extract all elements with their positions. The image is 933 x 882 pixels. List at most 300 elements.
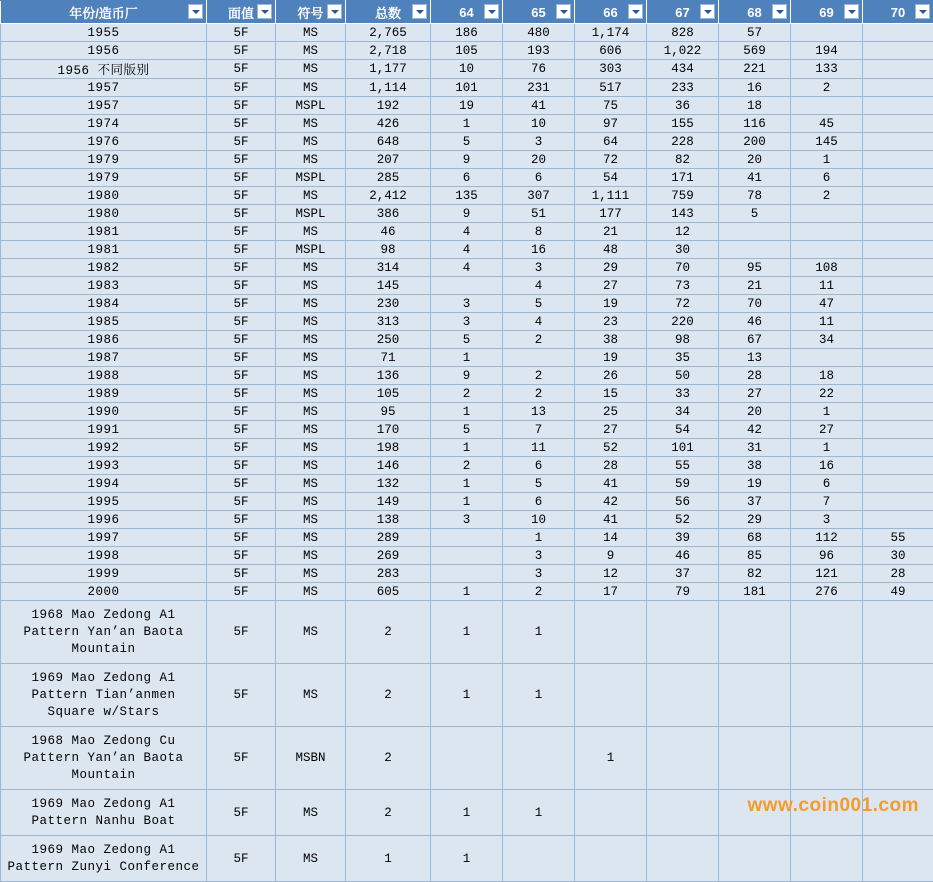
cell-symbol[interactable]: MS	[276, 493, 346, 511]
cell-grade-69[interactable]: 7	[791, 493, 863, 511]
cell-grade-67[interactable]: 54	[647, 421, 719, 439]
cell-symbol[interactable]: MSBN	[276, 727, 346, 790]
cell-grade-68[interactable]: 38	[719, 457, 791, 475]
cell-grade-64[interactable]: 1	[431, 403, 503, 421]
table-row[interactable]	[1, 42, 933, 60]
table-row[interactable]	[1, 133, 933, 151]
cell-denomination[interactable]: 5F	[207, 277, 276, 295]
cell-grade-66[interactable]: 303	[575, 60, 647, 79]
table-row[interactable]	[1, 457, 933, 475]
cell-grade-66[interactable]: 25	[575, 403, 647, 421]
cell-grade-67[interactable]: 12	[647, 223, 719, 241]
cell-grade-70[interactable]: 28	[863, 565, 933, 583]
cell-total[interactable]: 1,177	[346, 60, 431, 79]
cell-grade-66[interactable]: 19	[575, 295, 647, 313]
cell-symbol[interactable]: MS	[276, 664, 346, 727]
cell-grade-66[interactable]: 1,174	[575, 24, 647, 42]
cell-grade-68[interactable]: 20	[719, 151, 791, 169]
cell-grade-67[interactable]: 36	[647, 97, 719, 115]
cell-year[interactable]: 1985	[1, 313, 207, 331]
cell-grade-67[interactable]: 171	[647, 169, 719, 187]
cell-denomination[interactable]: 5F	[207, 133, 276, 151]
cell-total[interactable]: 314	[346, 259, 431, 277]
cell-grade-65[interactable]: 3	[503, 547, 575, 565]
cell-grade-69[interactable]	[791, 836, 863, 882]
filter-dropdown-icon-symbol[interactable]	[327, 4, 342, 19]
cell-grade-64[interactable]: 1	[431, 349, 503, 367]
cell-grade-65[interactable]: 6	[503, 169, 575, 187]
cell-denomination[interactable]: 5F	[207, 565, 276, 583]
filter-dropdown-icon-grade-68[interactable]	[772, 4, 787, 19]
cell-grade-70[interactable]	[863, 151, 933, 169]
cell-grade-65[interactable]: 7	[503, 421, 575, 439]
cell-symbol[interactable]: MS	[276, 511, 346, 529]
cell-grade-69[interactable]: 121	[791, 565, 863, 583]
cell-grade-70[interactable]	[863, 24, 933, 42]
cell-total[interactable]: 105	[346, 385, 431, 403]
cell-grade-67[interactable]: 34	[647, 403, 719, 421]
cell-total[interactable]: 2	[346, 601, 431, 664]
cell-symbol[interactable]: MS	[276, 583, 346, 601]
cell-total[interactable]: 149	[346, 493, 431, 511]
cell-grade-65[interactable]: 10	[503, 115, 575, 133]
cell-year[interactable]: 1980	[1, 187, 207, 205]
table-row[interactable]	[1, 295, 933, 313]
cell-year[interactable]: 1989	[1, 385, 207, 403]
filter-dropdown-icon-grade-66[interactable]	[628, 4, 643, 19]
cell-grade-65[interactable]: 3	[503, 133, 575, 151]
cell-denomination[interactable]: 5F	[207, 205, 276, 223]
cell-grade-69[interactable]	[791, 97, 863, 115]
cell-grade-69[interactable]: 112	[791, 529, 863, 547]
cell-grade-67[interactable]: 59	[647, 475, 719, 493]
table-row[interactable]	[1, 97, 933, 115]
cell-denomination[interactable]: 5F	[207, 664, 276, 727]
cell-year[interactable]: 1968 Mao Zedong Cu Pattern Yan’an Baota Mountain	[1, 727, 207, 790]
cell-grade-70[interactable]: 30	[863, 547, 933, 565]
cell-grade-66[interactable]	[575, 664, 647, 727]
cell-grade-69[interactable]: 2	[791, 79, 863, 97]
cell-total[interactable]: 170	[346, 421, 431, 439]
cell-grade-69[interactable]: 1	[791, 151, 863, 169]
cell-grade-67[interactable]	[647, 790, 719, 836]
cell-denomination[interactable]: 5F	[207, 331, 276, 349]
cell-grade-69[interactable]: 11	[791, 313, 863, 331]
cell-grade-69[interactable]: 6	[791, 169, 863, 187]
cell-grade-65[interactable]: 6	[503, 493, 575, 511]
cell-grade-67[interactable]: 39	[647, 529, 719, 547]
cell-grade-64[interactable]: 1	[431, 583, 503, 601]
cell-total[interactable]: 46	[346, 223, 431, 241]
cell-grade-66[interactable]: 27	[575, 277, 647, 295]
cell-grade-66[interactable]: 177	[575, 205, 647, 223]
cell-grade-65[interactable]: 6	[503, 457, 575, 475]
cell-grade-70[interactable]	[863, 79, 933, 97]
cell-grade-69[interactable]: 1	[791, 439, 863, 457]
cell-grade-66[interactable]: 26	[575, 367, 647, 385]
cell-grade-70[interactable]	[863, 457, 933, 475]
cell-denomination[interactable]: 5F	[207, 511, 276, 529]
cell-grade-66[interactable]: 29	[575, 259, 647, 277]
cell-grade-65[interactable]: 2	[503, 367, 575, 385]
cell-grade-66[interactable]: 1,111	[575, 187, 647, 205]
column-header-grade-70[interactable]	[863, 1, 933, 24]
cell-grade-70[interactable]	[863, 241, 933, 259]
cell-grade-70[interactable]	[863, 169, 933, 187]
cell-grade-65[interactable]: 20	[503, 151, 575, 169]
table-row[interactable]	[1, 547, 933, 565]
cell-total[interactable]: 386	[346, 205, 431, 223]
cell-year[interactable]: 1995	[1, 493, 207, 511]
cell-grade-66[interactable]: 12	[575, 565, 647, 583]
cell-year[interactable]: 1986	[1, 331, 207, 349]
cell-total[interactable]: 1	[346, 836, 431, 882]
cell-denomination[interactable]: 5F	[207, 836, 276, 882]
cell-denomination[interactable]: 5F	[207, 115, 276, 133]
cell-total[interactable]: 136	[346, 367, 431, 385]
cell-grade-65[interactable]	[503, 727, 575, 790]
table-row[interactable]	[1, 115, 933, 133]
cell-total[interactable]: 269	[346, 547, 431, 565]
cell-grade-65[interactable]: 4	[503, 277, 575, 295]
table-row[interactable]	[1, 223, 933, 241]
cell-year[interactable]: 1982	[1, 259, 207, 277]
cell-grade-67[interactable]	[647, 836, 719, 882]
cell-grade-70[interactable]	[863, 331, 933, 349]
cell-grade-65[interactable]: 1	[503, 790, 575, 836]
table-row[interactable]	[1, 241, 933, 259]
cell-year[interactable]: 1988	[1, 367, 207, 385]
cell-denomination[interactable]: 5F	[207, 601, 276, 664]
cell-denomination[interactable]: 5F	[207, 349, 276, 367]
table-row[interactable]	[1, 403, 933, 421]
cell-grade-67[interactable]: 72	[647, 295, 719, 313]
cell-total[interactable]: 283	[346, 565, 431, 583]
cell-denomination[interactable]: 5F	[207, 421, 276, 439]
cell-grade-65[interactable]: 76	[503, 60, 575, 79]
cell-symbol[interactable]: MS	[276, 367, 346, 385]
cell-year[interactable]: 1990	[1, 403, 207, 421]
table-row[interactable]	[1, 475, 933, 493]
cell-denomination[interactable]: 5F	[207, 493, 276, 511]
cell-grade-64[interactable]: 4	[431, 259, 503, 277]
table-row[interactable]	[1, 565, 933, 583]
cell-symbol[interactable]: MS	[276, 457, 346, 475]
cell-denomination[interactable]: 5F	[207, 313, 276, 331]
cell-grade-70[interactable]	[863, 259, 933, 277]
cell-grade-69[interactable]	[791, 349, 863, 367]
column-header-grade-69[interactable]	[791, 1, 863, 24]
column-header-grade-66[interactable]	[575, 1, 647, 24]
column-header-year[interactable]	[1, 1, 207, 24]
table-row[interactable]	[1, 331, 933, 349]
cell-year[interactable]: 1998	[1, 547, 207, 565]
table-row[interactable]	[1, 79, 933, 97]
cell-symbol[interactable]: MS	[276, 277, 346, 295]
cell-year[interactable]: 1981	[1, 241, 207, 259]
cell-symbol[interactable]: MS	[276, 475, 346, 493]
cell-denomination[interactable]: 5F	[207, 295, 276, 313]
cell-grade-67[interactable]	[647, 727, 719, 790]
cell-symbol[interactable]: MS	[276, 42, 346, 60]
cell-symbol[interactable]: MS	[276, 421, 346, 439]
cell-grade-69[interactable]: 3	[791, 511, 863, 529]
cell-denomination[interactable]: 5F	[207, 790, 276, 836]
cell-grade-70[interactable]	[863, 205, 933, 223]
cell-year[interactable]: 1981	[1, 223, 207, 241]
cell-grade-70[interactable]	[863, 511, 933, 529]
cell-denomination[interactable]: 5F	[207, 727, 276, 790]
cell-grade-69[interactable]	[791, 664, 863, 727]
cell-grade-66[interactable]: 52	[575, 439, 647, 457]
cell-denomination[interactable]: 5F	[207, 529, 276, 547]
table-row[interactable]	[1, 151, 933, 169]
cell-grade-65[interactable]: 3	[503, 565, 575, 583]
cell-denomination[interactable]: 5F	[207, 547, 276, 565]
cell-grade-65[interactable]: 5	[503, 295, 575, 313]
cell-grade-64[interactable]: 9	[431, 151, 503, 169]
cell-grade-64[interactable]: 1	[431, 836, 503, 882]
cell-grade-70[interactable]	[863, 187, 933, 205]
cell-grade-68[interactable]: 18	[719, 97, 791, 115]
cell-grade-66[interactable]: 19	[575, 349, 647, 367]
cell-grade-68[interactable]: 70	[719, 295, 791, 313]
cell-denomination[interactable]: 5F	[207, 223, 276, 241]
cell-denomination[interactable]: 5F	[207, 403, 276, 421]
cell-grade-69[interactable]: 6	[791, 475, 863, 493]
cell-symbol[interactable]: MSPL	[276, 169, 346, 187]
cell-grade-66[interactable]: 54	[575, 169, 647, 187]
cell-symbol[interactable]: MS	[276, 187, 346, 205]
cell-grade-70[interactable]	[863, 133, 933, 151]
cell-grade-70[interactable]	[863, 493, 933, 511]
cell-denomination[interactable]: 5F	[207, 79, 276, 97]
cell-grade-68[interactable]: 569	[719, 42, 791, 60]
table-row[interactable]	[1, 277, 933, 295]
cell-symbol[interactable]: MS	[276, 79, 346, 97]
table-row[interactable]	[1, 790, 933, 836]
cell-year[interactable]: 1984	[1, 295, 207, 313]
table-row[interactable]	[1, 169, 933, 187]
cell-grade-66[interactable]: 1	[575, 727, 647, 790]
cell-total[interactable]: 132	[346, 475, 431, 493]
cell-grade-68[interactable]: 46	[719, 313, 791, 331]
cell-grade-68[interactable]: 20	[719, 403, 791, 421]
cell-grade-68[interactable]: 116	[719, 115, 791, 133]
cell-denomination[interactable]: 5F	[207, 457, 276, 475]
cell-grade-67[interactable]: 155	[647, 115, 719, 133]
cell-grade-67[interactable]: 828	[647, 24, 719, 42]
cell-year[interactable]: 1991	[1, 421, 207, 439]
cell-year[interactable]: 1996	[1, 511, 207, 529]
cell-grade-68[interactable]	[719, 727, 791, 790]
cell-grade-67[interactable]: 233	[647, 79, 719, 97]
cell-grade-64[interactable]: 2	[431, 385, 503, 403]
cell-grade-64[interactable]: 9	[431, 367, 503, 385]
cell-grade-69[interactable]: 276	[791, 583, 863, 601]
cell-grade-64[interactable]: 9	[431, 205, 503, 223]
table-row[interactable]	[1, 24, 933, 42]
table-row[interactable]	[1, 205, 933, 223]
cell-grade-64[interactable]: 105	[431, 42, 503, 60]
cell-grade-69[interactable]: 96	[791, 547, 863, 565]
cell-grade-67[interactable]: 70	[647, 259, 719, 277]
cell-grade-66[interactable]: 97	[575, 115, 647, 133]
cell-grade-69[interactable]: 11	[791, 277, 863, 295]
column-header-grade-68[interactable]	[719, 1, 791, 24]
cell-total[interactable]: 2	[346, 664, 431, 727]
table-row[interactable]	[1, 664, 933, 727]
cell-symbol[interactable]: MS	[276, 529, 346, 547]
cell-symbol[interactable]: MS	[276, 60, 346, 79]
cell-grade-70[interactable]	[863, 60, 933, 79]
cell-grade-69[interactable]: 145	[791, 133, 863, 151]
cell-grade-64[interactable]	[431, 727, 503, 790]
cell-year[interactable]: 1969 Mao Zedong A1 Pattern Zunyi Conference	[1, 836, 207, 882]
cell-year[interactable]: 1997	[1, 529, 207, 547]
cell-grade-69[interactable]	[791, 790, 863, 836]
cell-year[interactable]: 1955	[1, 24, 207, 42]
cell-total[interactable]: 648	[346, 133, 431, 151]
cell-grade-64[interactable]: 5	[431, 421, 503, 439]
cell-total[interactable]: 2	[346, 790, 431, 836]
cell-grade-70[interactable]	[863, 97, 933, 115]
cell-grade-65[interactable]: 51	[503, 205, 575, 223]
cell-grade-68[interactable]: 37	[719, 493, 791, 511]
cell-grade-70[interactable]	[863, 223, 933, 241]
column-header-grade-65[interactable]	[503, 1, 575, 24]
cell-grade-66[interactable]: 21	[575, 223, 647, 241]
cell-grade-65[interactable]: 231	[503, 79, 575, 97]
cell-grade-67[interactable]: 46	[647, 547, 719, 565]
table-row[interactable]	[1, 60, 933, 79]
cell-grade-68[interactable]: 21	[719, 277, 791, 295]
cell-year[interactable]: 1999	[1, 565, 207, 583]
cell-grade-67[interactable]: 50	[647, 367, 719, 385]
cell-year[interactable]: 1992	[1, 439, 207, 457]
cell-grade-67[interactable]: 143	[647, 205, 719, 223]
cell-grade-65[interactable]: 2	[503, 583, 575, 601]
cell-grade-64[interactable]: 4	[431, 241, 503, 259]
cell-grade-64[interactable]: 135	[431, 187, 503, 205]
cell-grade-70[interactable]: 49	[863, 583, 933, 601]
cell-grade-65[interactable]: 16	[503, 241, 575, 259]
cell-total[interactable]: 2,718	[346, 42, 431, 60]
cell-grade-67[interactable]: 98	[647, 331, 719, 349]
cell-grade-67[interactable]: 220	[647, 313, 719, 331]
cell-grade-64[interactable]: 5	[431, 331, 503, 349]
cell-symbol[interactable]: MS	[276, 295, 346, 313]
cell-grade-64[interactable]: 1	[431, 790, 503, 836]
cell-symbol[interactable]: MS	[276, 790, 346, 836]
cell-total[interactable]: 71	[346, 349, 431, 367]
cell-symbol[interactable]: MS	[276, 403, 346, 421]
cell-grade-67[interactable]: 759	[647, 187, 719, 205]
cell-denomination[interactable]: 5F	[207, 367, 276, 385]
cell-grade-67[interactable]: 52	[647, 511, 719, 529]
cell-grade-64[interactable]: 19	[431, 97, 503, 115]
cell-total[interactable]: 207	[346, 151, 431, 169]
cell-total[interactable]: 198	[346, 439, 431, 457]
cell-total[interactable]: 2	[346, 727, 431, 790]
cell-grade-68[interactable]: 31	[719, 439, 791, 457]
cell-grade-65[interactable]: 480	[503, 24, 575, 42]
cell-grade-66[interactable]: 17	[575, 583, 647, 601]
table-row[interactable]	[1, 601, 933, 664]
cell-denomination[interactable]: 5F	[207, 187, 276, 205]
cell-grade-64[interactable]: 3	[431, 313, 503, 331]
cell-grade-67[interactable]: 37	[647, 565, 719, 583]
cell-grade-68[interactable]: 67	[719, 331, 791, 349]
cell-grade-70[interactable]	[863, 727, 933, 790]
cell-year[interactable]: 1979	[1, 169, 207, 187]
cell-symbol[interactable]: MS	[276, 565, 346, 583]
cell-grade-68[interactable]: 181	[719, 583, 791, 601]
cell-grade-65[interactable]: 1	[503, 664, 575, 727]
cell-grade-70[interactable]	[863, 385, 933, 403]
cell-grade-64[interactable]: 3	[431, 295, 503, 313]
cell-grade-64[interactable]: 1	[431, 439, 503, 457]
cell-grade-64[interactable]: 10	[431, 60, 503, 79]
cell-grade-69[interactable]: 45	[791, 115, 863, 133]
cell-grade-64[interactable]: 1	[431, 475, 503, 493]
cell-grade-66[interactable]: 48	[575, 241, 647, 259]
cell-year[interactable]: 1993	[1, 457, 207, 475]
cell-grade-68[interactable]: 16	[719, 79, 791, 97]
cell-grade-66[interactable]	[575, 601, 647, 664]
cell-year[interactable]: 1969 Mao Zedong A1 Pattern Tian’anmen Square w/Stars	[1, 664, 207, 727]
cell-denomination[interactable]: 5F	[207, 475, 276, 493]
cell-grade-66[interactable]	[575, 836, 647, 882]
filter-dropdown-icon-grade-65[interactable]	[556, 4, 571, 19]
table-row[interactable]	[1, 421, 933, 439]
cell-denomination[interactable]: 5F	[207, 169, 276, 187]
table-row[interactable]	[1, 313, 933, 331]
cell-grade-65[interactable]: 8	[503, 223, 575, 241]
cell-grade-69[interactable]: 18	[791, 367, 863, 385]
cell-grade-65[interactable]: 2	[503, 331, 575, 349]
cell-grade-65[interactable]: 2	[503, 385, 575, 403]
cell-year[interactable]: 2000	[1, 583, 207, 601]
cell-grade-70[interactable]	[863, 836, 933, 882]
cell-total[interactable]: 289	[346, 529, 431, 547]
cell-total[interactable]: 2,412	[346, 187, 431, 205]
cell-symbol[interactable]: MSPL	[276, 241, 346, 259]
cell-grade-69[interactable]	[791, 241, 863, 259]
cell-grade-70[interactable]	[863, 367, 933, 385]
cell-total[interactable]: 230	[346, 295, 431, 313]
cell-symbol[interactable]: MS	[276, 313, 346, 331]
cell-total[interactable]: 605	[346, 583, 431, 601]
cell-grade-64[interactable]	[431, 565, 503, 583]
cell-total[interactable]: 95	[346, 403, 431, 421]
cell-grade-69[interactable]	[791, 24, 863, 42]
cell-grade-65[interactable]: 1	[503, 601, 575, 664]
cell-year[interactable]: 1956	[1, 42, 207, 60]
cell-grade-68[interactable]	[719, 241, 791, 259]
cell-grade-66[interactable]: 64	[575, 133, 647, 151]
cell-grade-65[interactable]: 193	[503, 42, 575, 60]
cell-grade-68[interactable]	[719, 664, 791, 727]
cell-grade-70[interactable]	[863, 601, 933, 664]
cell-grade-69[interactable]: 1	[791, 403, 863, 421]
column-header-grade-67[interactable]	[647, 1, 719, 24]
cell-grade-64[interactable]	[431, 529, 503, 547]
cell-denomination[interactable]: 5F	[207, 151, 276, 169]
cell-grade-66[interactable]: 14	[575, 529, 647, 547]
cell-grade-70[interactable]	[863, 313, 933, 331]
cell-grade-68[interactable]	[719, 223, 791, 241]
